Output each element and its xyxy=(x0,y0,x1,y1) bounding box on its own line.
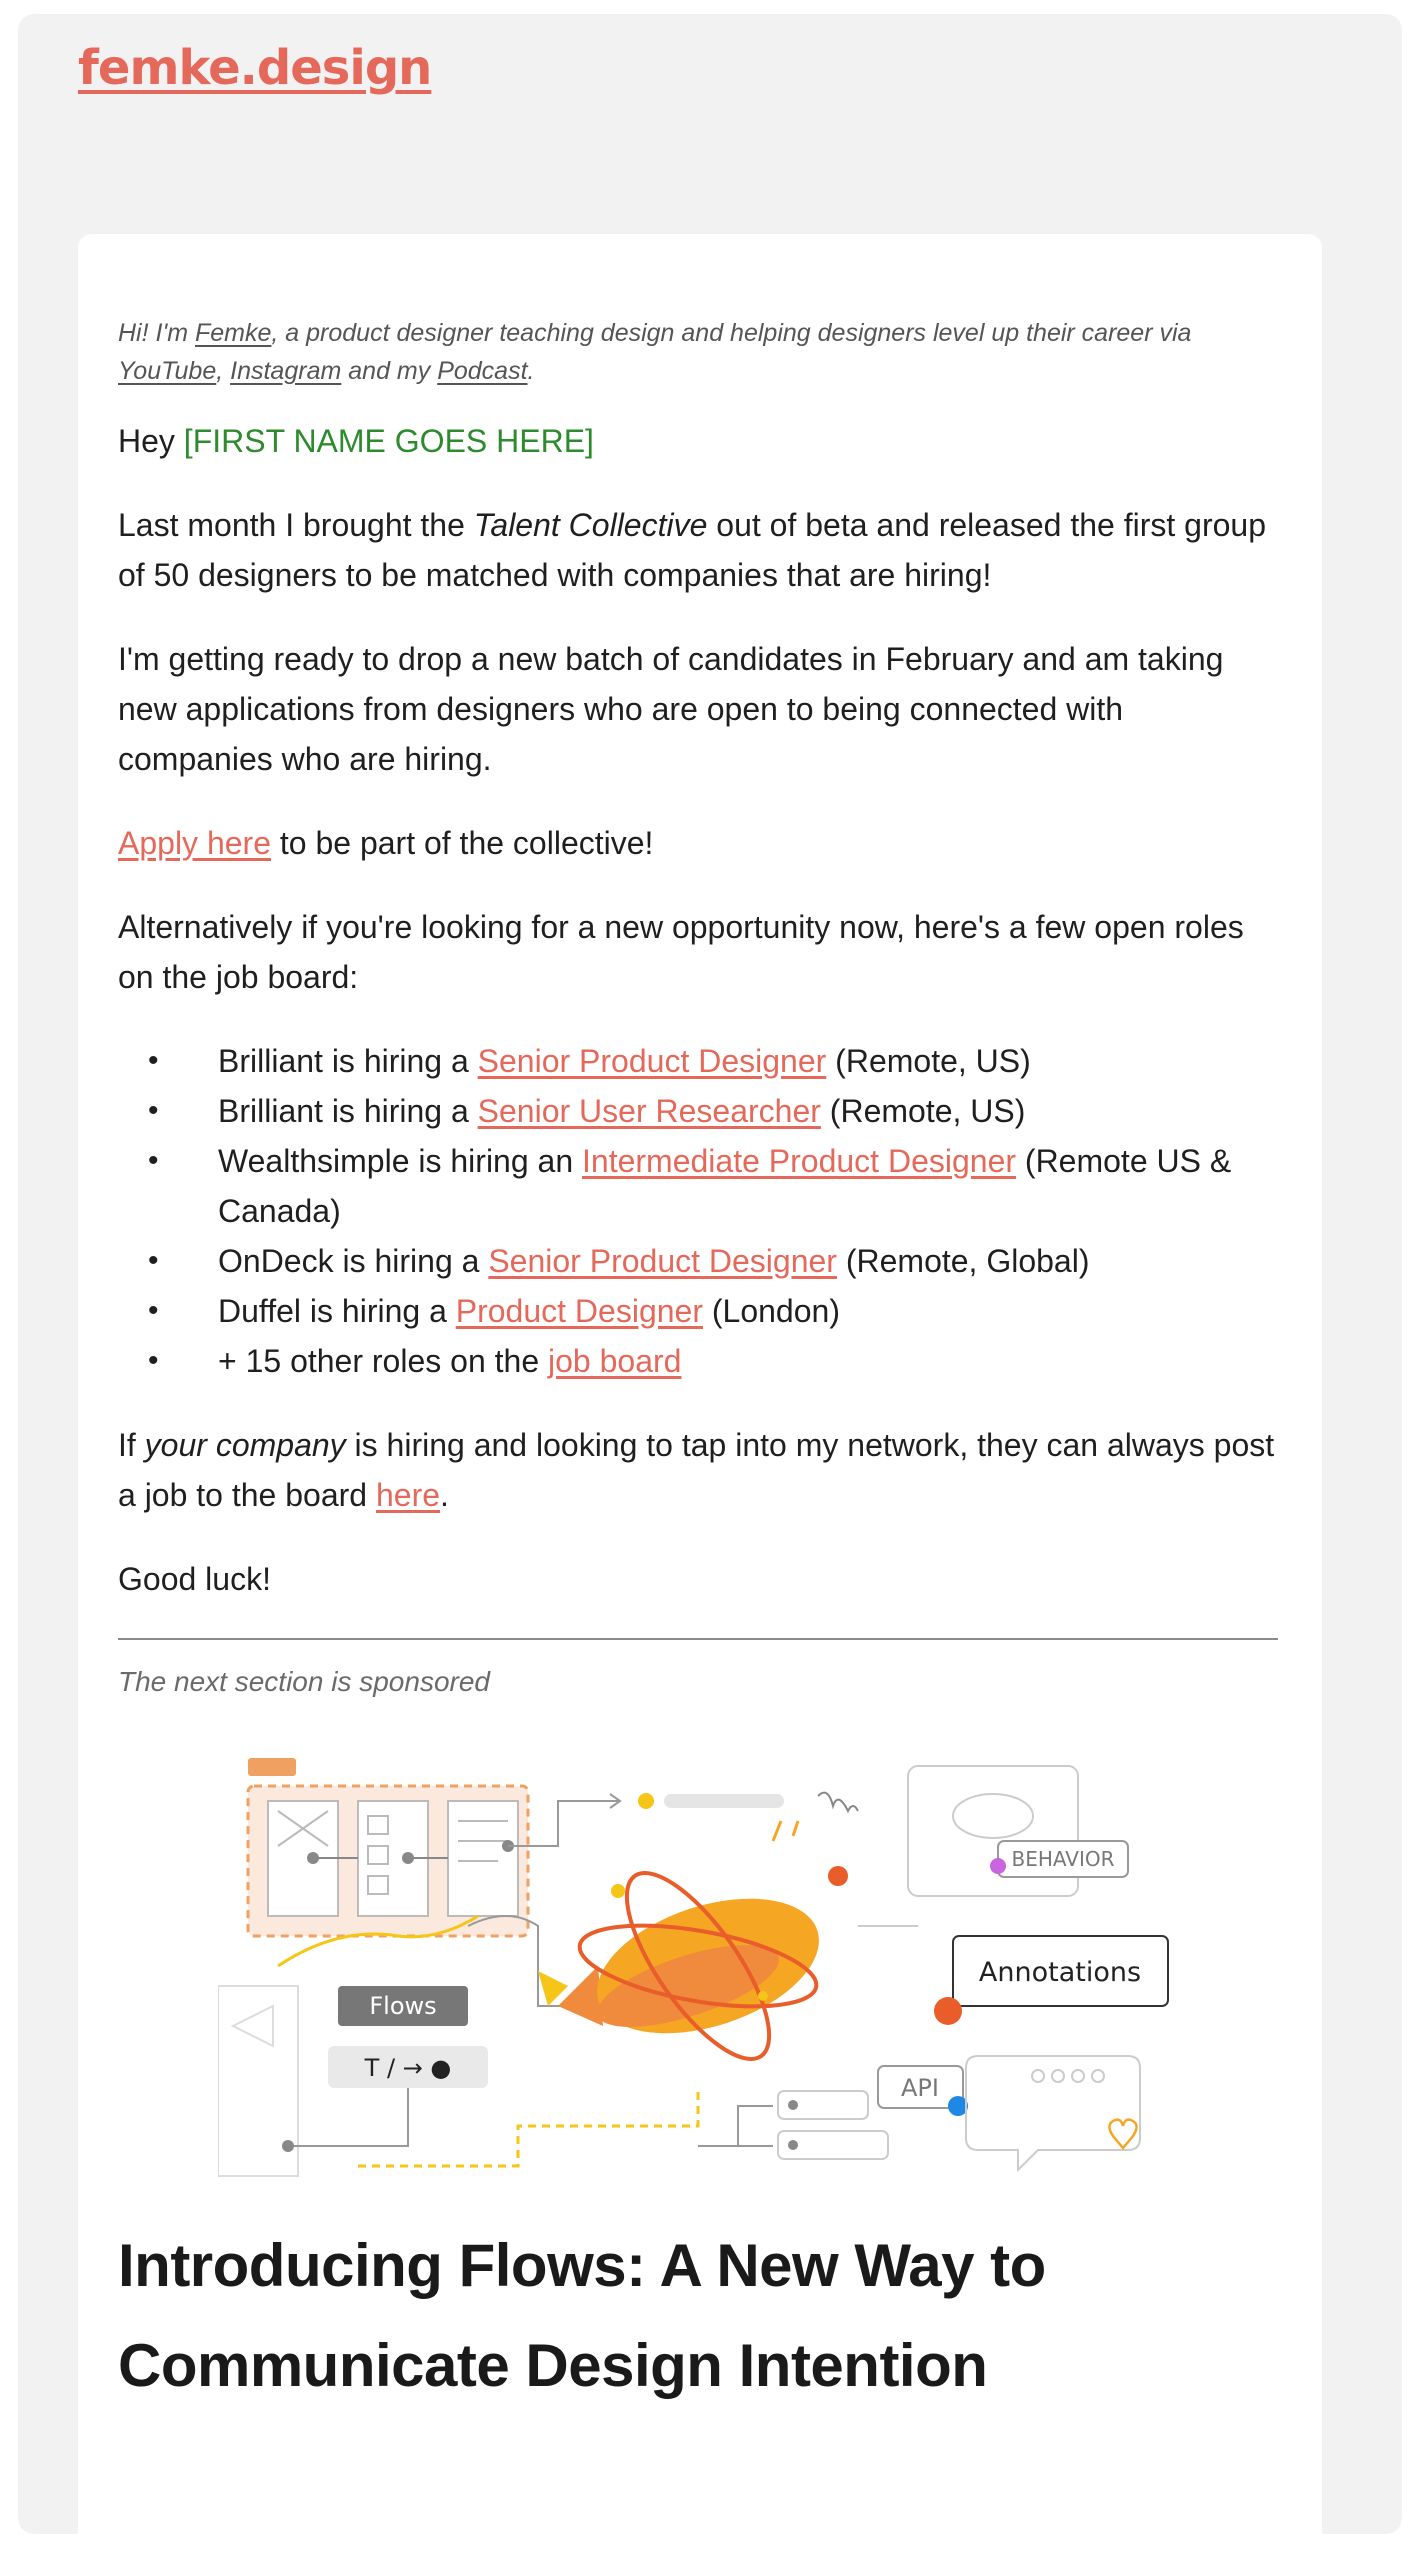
section-divider xyxy=(118,1638,1278,1640)
bullet-icon: • xyxy=(148,1094,159,1127)
intro-middle: , a product designer teaching design and helping designers level up their career via xyxy=(271,319,1192,347)
paragraph-talent-collective xyxy=(118,500,1278,600)
job-list-item xyxy=(148,1086,1278,1136)
job-list-item xyxy=(148,1336,1278,1386)
job-list-item xyxy=(148,1286,1278,1336)
job-pre: Wealthsimple is hiring an xyxy=(218,1143,583,1179)
podcast-link[interactable]: Podcast xyxy=(437,357,528,385)
job-pre: Brilliant is hiring a xyxy=(218,1043,478,1079)
behavior-label: BEHAVIOR xyxy=(1011,1847,1115,1871)
job-list-item xyxy=(148,1036,1278,1086)
paragraph-your-company xyxy=(118,1420,1278,1520)
intro-prefix: Hi! I'm xyxy=(118,319,195,347)
job-link[interactable]: Senior Product Designer xyxy=(488,1243,837,1279)
job-post: (London) xyxy=(702,1293,840,1329)
paragraph-apply xyxy=(118,818,1278,868)
apply-here-link[interactable]: Apply here xyxy=(118,825,271,861)
annotations-label: Annotations xyxy=(978,1957,1142,1988)
bullet-icon: • xyxy=(148,1344,159,1377)
api-label: API xyxy=(901,2074,939,2102)
paragraph-open-roles: Alternatively if you're looking for a new opportunity now, here's a few open roles on the job board: xyxy=(118,909,1244,995)
job-post: (Remote US & Canada) xyxy=(218,1143,1232,1229)
job-post: (Remote, US) xyxy=(826,1043,1031,1079)
bullet-icon: • xyxy=(148,1294,159,1327)
job-list xyxy=(118,1036,1278,1386)
para5-c: . xyxy=(440,1477,449,1513)
para1-b: out of beta and released the first group of 50 designers to be matched with companies that are hiring! xyxy=(118,507,1266,593)
intro-and: and my xyxy=(341,357,438,385)
flows-illustration[interactable] xyxy=(218,1746,1178,2186)
brand-logo-link[interactable]: femke.design xyxy=(78,40,432,96)
job-link[interactable]: Senior Product Designer xyxy=(477,1043,827,1079)
job-post: (Remote, Global) xyxy=(836,1243,1090,1279)
bullet-icon: • xyxy=(148,1144,159,1177)
youtube-link[interactable]: YouTube xyxy=(118,357,217,385)
post-job-here-link[interactable]: here xyxy=(375,1477,441,1513)
job-pre: Duffel is hiring a xyxy=(218,1293,456,1329)
job-list-item xyxy=(148,1136,1278,1236)
intro-text xyxy=(118,314,1278,390)
para5-a: If xyxy=(118,1427,145,1463)
job-post: (Remote, US) xyxy=(820,1093,1026,1129)
para3-rest: to be part of the collective! xyxy=(270,825,654,861)
signoff: Good luck! xyxy=(118,1561,271,1597)
job-pre: Brilliant is hiring a xyxy=(218,1093,478,1129)
greeting-hey: Hey xyxy=(118,423,184,459)
sponsored-note: The next section is sponsored xyxy=(118,1666,490,1697)
para1-italic: Talent Collective xyxy=(473,507,708,543)
flows-label: Flows xyxy=(369,1992,437,2020)
email-card xyxy=(78,234,1322,2534)
job-link[interactable]: Senior User Researcher xyxy=(477,1093,821,1129)
bullet-icon: • xyxy=(148,1044,159,1077)
job-link[interactable]: Product Designer xyxy=(455,1293,703,1329)
paragraph-new-batch: I'm getting ready to drop a new batch of candidates in February and am taking new applications from designers who are open to being connected with companies who are hiring. xyxy=(118,641,1224,777)
article-headline[interactable]: Introducing Flows: A New Way to Communicate Design Intention xyxy=(118,2232,1046,2399)
intro-period: . xyxy=(527,357,535,385)
job-link[interactable]: Intermediate Product Designer xyxy=(582,1143,1017,1179)
job-list-item xyxy=(148,1236,1278,1286)
bullet-icon: • xyxy=(148,1244,159,1277)
para5-b: is hiring and looking to tap into my network, they can always post a job to the board xyxy=(118,1427,1275,1513)
email-content xyxy=(118,314,1278,2416)
job-pre: OnDeck is hiring a xyxy=(218,1243,489,1279)
job-board-link[interactable]: job board xyxy=(548,1343,682,1379)
para5-italic: your company xyxy=(144,1427,346,1463)
job-pre: + 15 other roles on the xyxy=(218,1343,548,1379)
first-name-placeholder: [FIRST NAME GOES HERE] xyxy=(183,423,594,459)
femke-link[interactable]: Femke xyxy=(195,319,272,347)
blimp-icon xyxy=(538,1821,848,2079)
instagram-link[interactable]: Instagram xyxy=(230,357,342,385)
intro-comma: , xyxy=(216,357,231,385)
greeting xyxy=(118,416,1278,466)
email-frame xyxy=(18,14,1402,2534)
tools-label: T / → ● xyxy=(364,2054,452,2082)
para1-a: Last month I brought the xyxy=(118,507,474,543)
